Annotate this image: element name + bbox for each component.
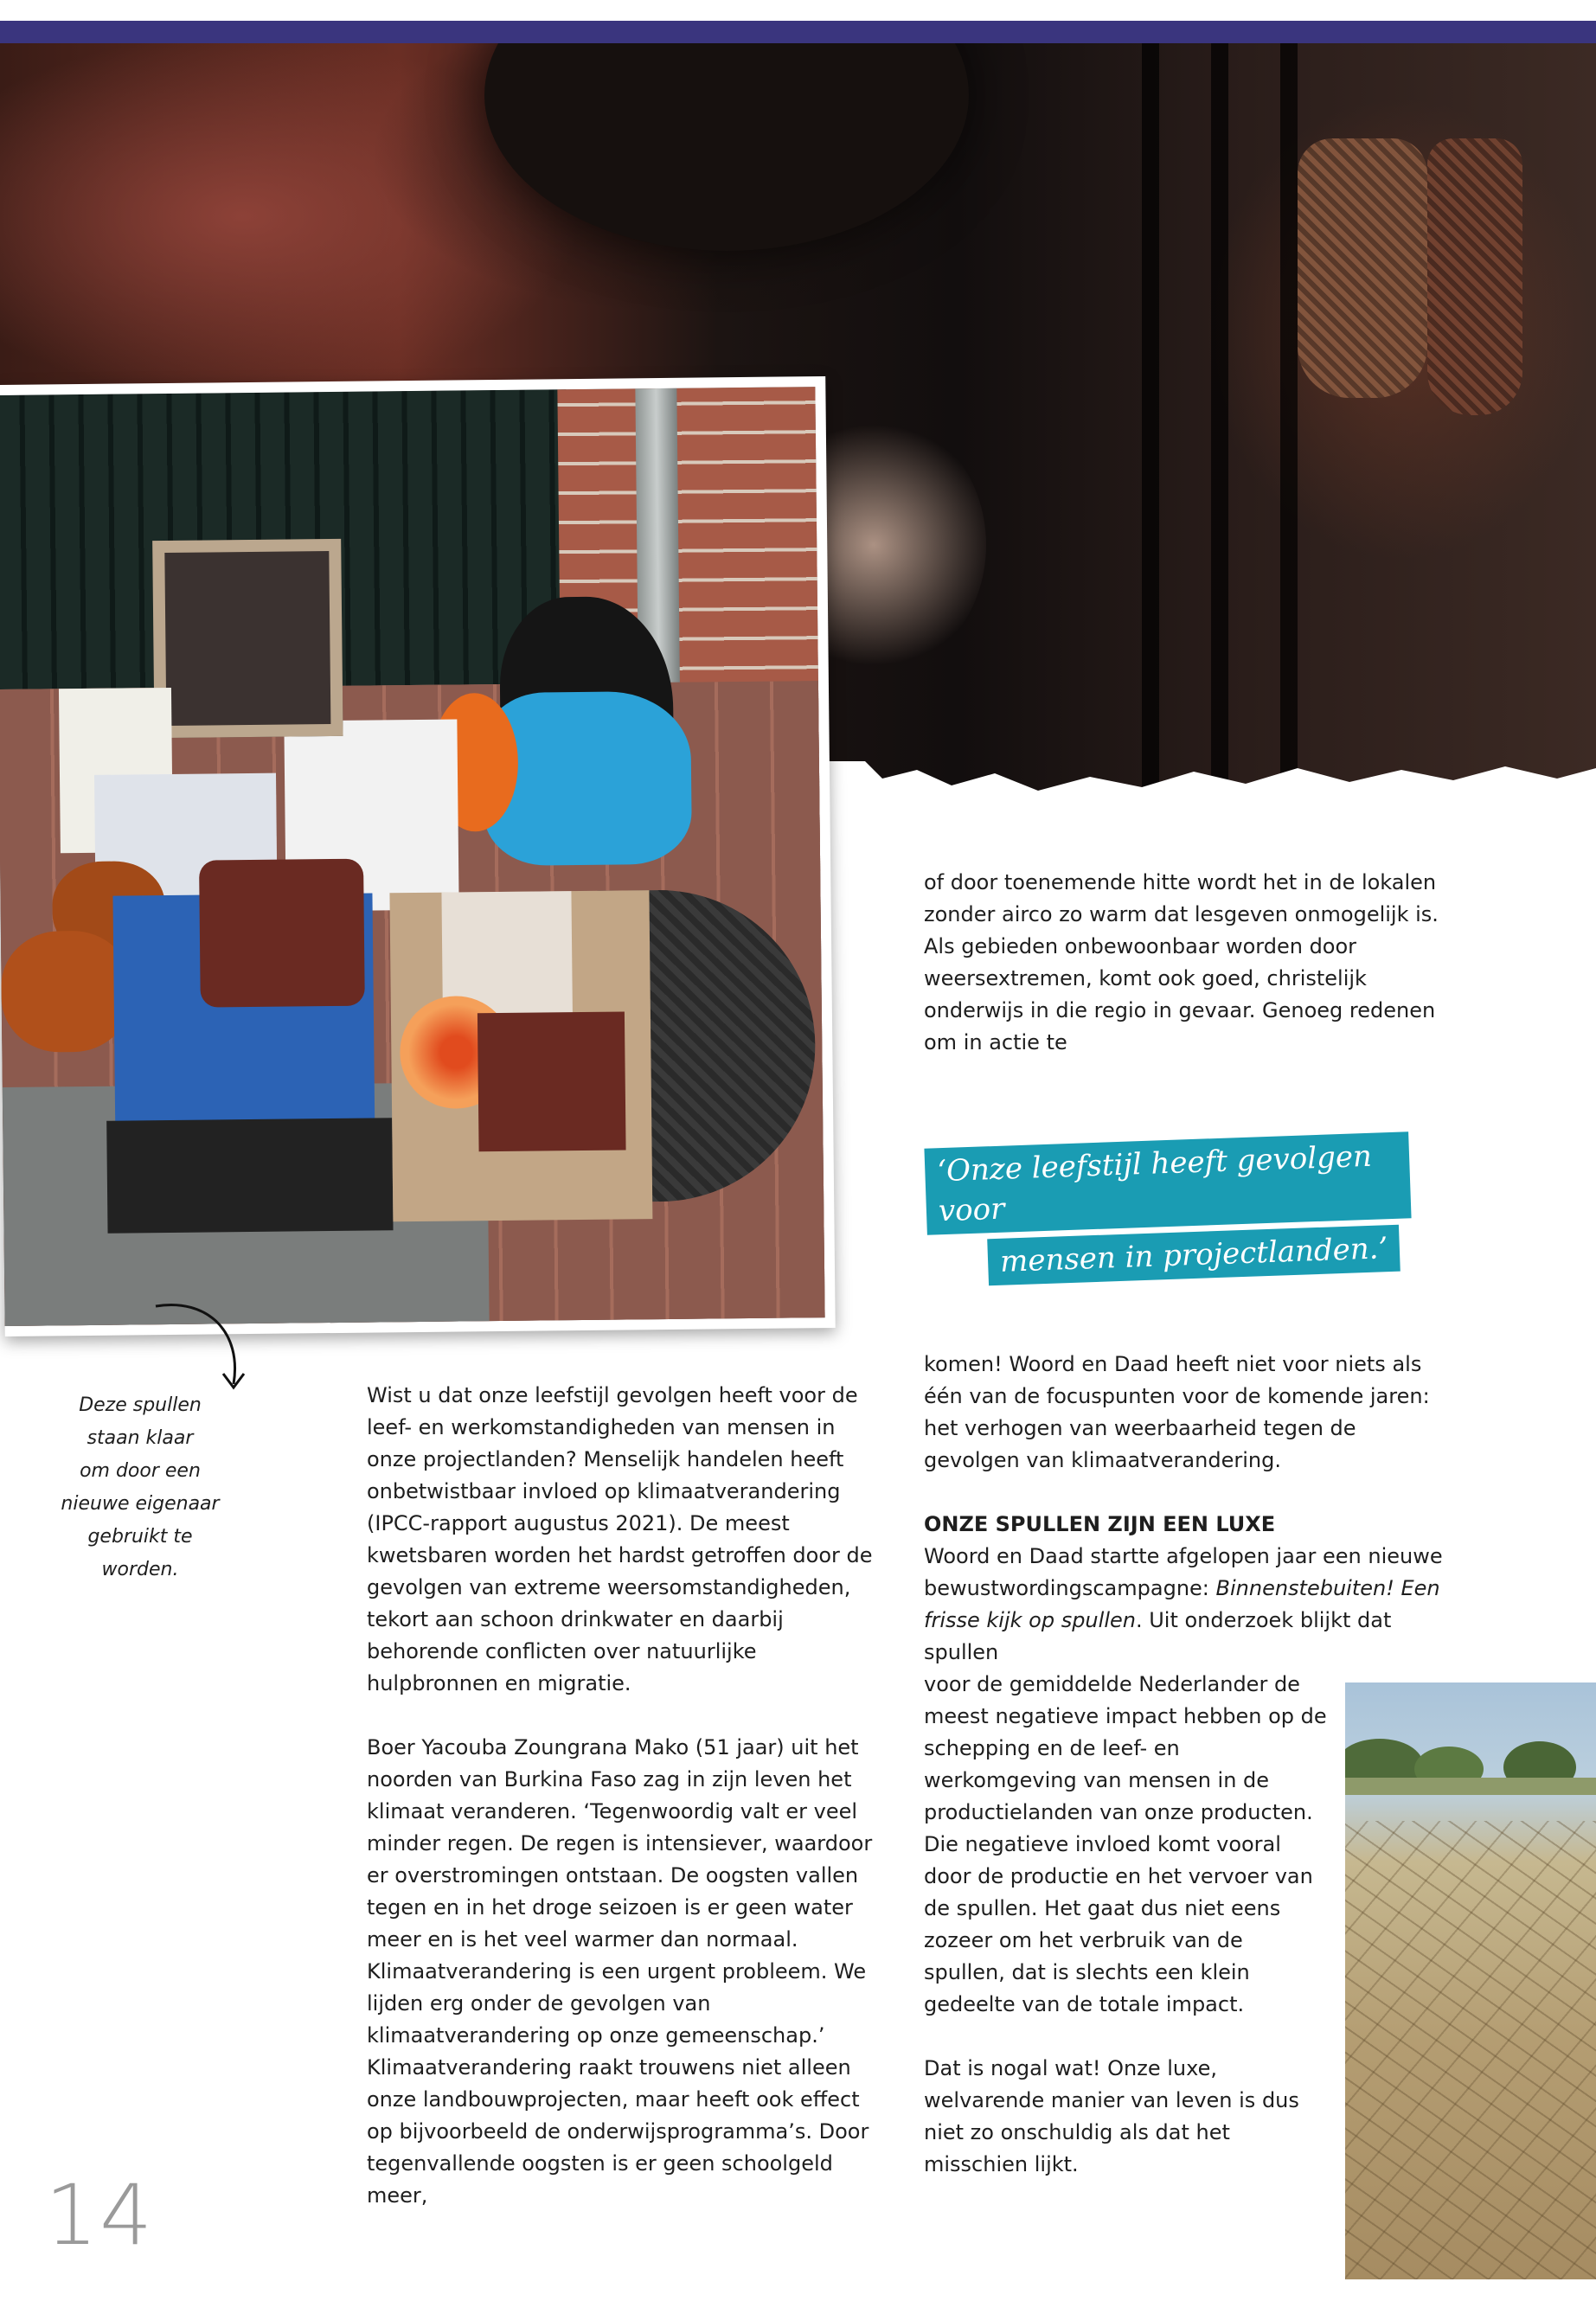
pull-quote-line: mensen in projectlanden.’ <box>987 1225 1401 1286</box>
donated-items-photo <box>0 376 836 1336</box>
caption-line: staan klaar <box>87 1427 194 1449</box>
dry-field-photo <box>1345 1682 1596 2279</box>
clay-pot <box>1 930 131 1053</box>
boots <box>199 859 365 1008</box>
trees <box>1345 1717 1596 1795</box>
paragraph <box>924 1541 1452 1669</box>
book <box>478 1011 626 1151</box>
hero-hat <box>484 43 969 251</box>
pull-quote-line: ‘Onze leefstijl heeft gevolgen voor <box>924 1131 1411 1234</box>
cracked-soil <box>1345 1821 1596 2279</box>
caption-line: om door een <box>80 1460 201 1482</box>
caption-line: Deze spullen <box>79 1394 202 1416</box>
hero-poles <box>1090 43 1298 804</box>
campaign-title: Binnenstebuiten! Een frisse kijk op spullen <box>924 1576 1440 1632</box>
caption-line: nieuwe eigenaar <box>61 1493 220 1515</box>
chalkboard <box>152 539 343 738</box>
caption-line: worden. <box>101 1559 179 1580</box>
text-run: . Uit onderzoek blijkt dat spullen <box>924 1608 1392 1664</box>
caption-line: gebruikt te <box>87 1526 193 1548</box>
hero-bag <box>1298 138 1427 398</box>
top-color-bar <box>0 21 1596 43</box>
paragraph: Dat is nogal wat! Onze luxe, welvarende manier van leven is dus niet zo onschuldig als dat het misschien lijkt. <box>924 2056 1299 2176</box>
paragraph: of door toenemende hitte wordt het in de lokalen zonder airco zo warm dat lesgeven onmogelijk is. Als gebieden onbewoonbaar worden door weersextremen, komt ook goed, christelijk onderwijs in die regio in gevaar. Genoeg redenen om in actie te <box>924 870 1439 1054</box>
hero-bag <box>1427 138 1522 415</box>
text-run: Woord en Daad startte afgelopen jaar een nieuwe bewustwordingscampagne: <box>924 1544 1443 1600</box>
black-box <box>106 1118 393 1233</box>
body-column-left <box>367 1380 890 2212</box>
section-heading: ONZE SPULLEN ZIJN EEN LUXE <box>924 1512 1276 1536</box>
paragraph: voor de gemiddelde Nederlander de meest negatieve impact hebben op de schepping en de leef- en werkomgeving van mensen in de productielanden van onze producten. Die negatieve invloed komt vooral door de productie en het vervoer van de spullen. Het gaat dus niet eens zozeer om het verbruik van de spullen, dat is slechts een klein gedeelte van de totale impact. <box>924 1672 1327 2016</box>
photo-caption <box>54 1389 227 1586</box>
paragraph: komen! Woord en Daad heeft niet voor niets als één van de focuspunten voor de komende jaren: het verhogen van weerbaarheid tegen de gevolgen van klimaatverandering. <box>924 1352 1430 1472</box>
paragraph: Boer Yacouba Zoungrana Mako (51 jaar) uit het noorden van Burkina Faso zag in zijn leven het klimaat veranderen. ‘Tegenwoordig valt er veel minder regen. De regen is intensiever, waardoor er overstromingen ontstaan. De oogsten vallen tegen en in het droge seizoen is er geen water meer en is het veel warmer dan normaal. Klimaatverandering is een urgent probleem. We lijden erg onder de gevolgen van klimaatverandering op onze gemeenschap.’ Klimaatverandering raakt trouwens niet alleen onze landbouwprojecten, maar heeft ook effect op bijvoorbeeld de onderwijsprogramma’s. Door tegenvallende oogsten is er geen schoolgeld meer, <box>367 1735 873 2208</box>
body-column-right-top <box>924 867 1452 1059</box>
pull-quote <box>926 1140 1410 1279</box>
page-number: 14 <box>45 2167 155 2264</box>
photo-content <box>0 387 825 1326</box>
paragraph: Wist u dat onze leefstijl gevolgen heeft voor de leef- en werkomstandigheden van mensen in onze projectlanden? Menselijk handelen heeft onbetwistbaar invloed op klimaatverandering (IPCC-rapport augustus 2021). De meest kwetsbaren worden het hardst getroffen door de gevolgen van extreme weersomstandigheden, tekort aan schoon drinkwater en daarbij behorende conflicten over natuurlijke hulpbronnen en migratie. <box>367 1383 873 1695</box>
